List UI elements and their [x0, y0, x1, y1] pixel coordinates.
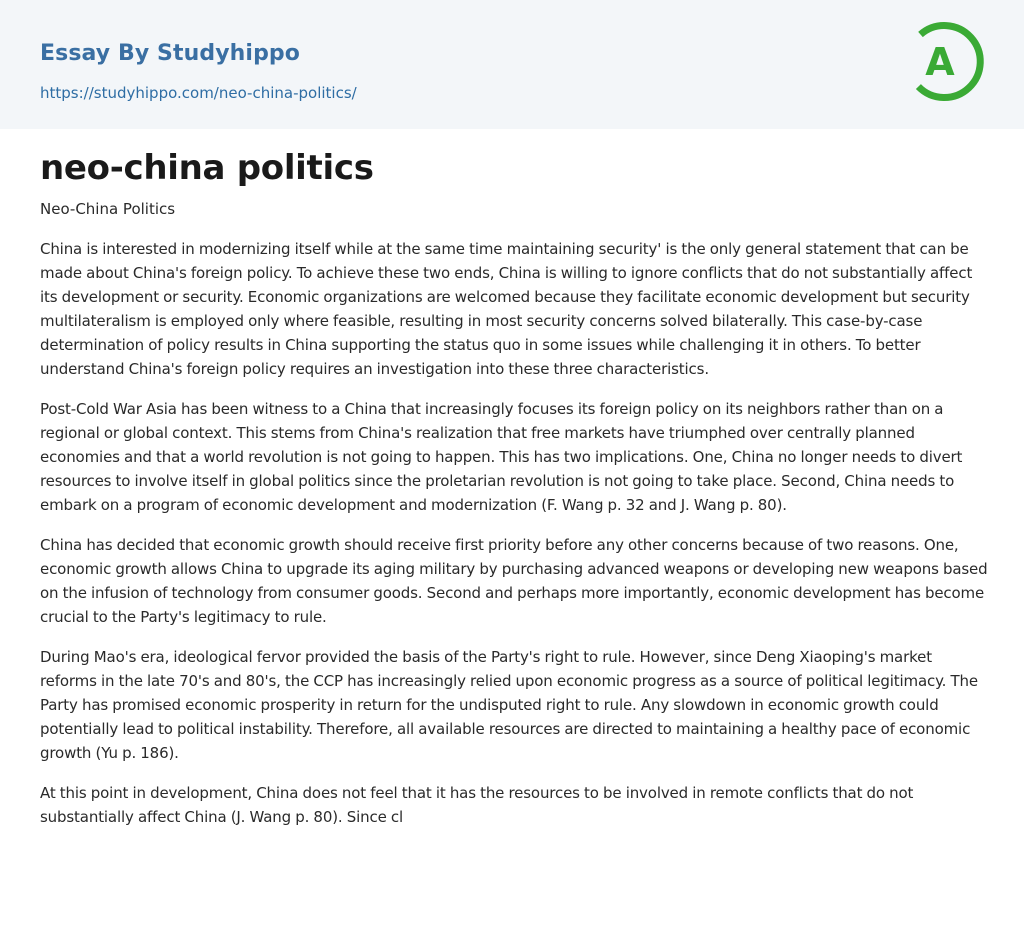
- paragraph: During Mao's era, ideological fervor provided the basis of the Party's right to rule. However, since Deng Xiaoping's market reforms in the late 70's and 80's, the CCP has increasingly relied upon economic progress as a source of political legitimacy. The Party has promised economic prosperity in return for the undisputed right to rule. Any slowdown in economic growth could potentially lead to political instability. Therefore, all available resources are directed to maintaining a healthy pace of economic growth (Yu p. 186).: [40, 648, 978, 762]
- brand-title: Essay By Studyhippo: [40, 41, 300, 66]
- essay-url-link[interactable]: https://studyhippo.com/neo-china-politics/: [40, 84, 357, 102]
- article-title: neo-china politics: [40, 148, 374, 188]
- site-header: [0, 0, 1024, 129]
- paragraph: China is interested in modernizing itself while at the same time maintaining security' is the only general statement that can be made about China's foreign policy. To achieve these two ends, China is willing to ignore conflicts that do not substantially affect its development or security. Economic organizations are welcomed because they facilitate economic development but security multilateralism is employed only where feasible, resulting in most security concerns solved bilaterally. This case-by-case determination of policy results in China supporting the status quo in some issues while challenging it in others. To better understand China's foreign policy requires an investigation into these three characteristics.: [40, 240, 973, 378]
- paragraph: Post-Cold War Asia has been witness to a China that increasingly focuses its foreign policy on its neighbors rather than on a regional or global context. This stems from China's realization that free markets have triumphed over centrally planned economies and that a world revolution is not going to happen. This has two implications. One, China no longer needs to divert resources to involve itself in global politics since the proletarian revolution is not going to take place. Second, China needs to embark on a program of economic development and modernization (F. Wang p. 32 and J. Wang p. 80).: [40, 400, 963, 514]
- paragraph: China has decided that economic growth should receive first priority before any other concerns because of two reasons. One, economic growth allows China to upgrade its aging military by purchasing advanced weapons or developing new weapons based on the infusion of technology from consumer goods. Second and perhaps more importantly, economic development has become crucial to the Party's legitimacy to rule.: [40, 536, 988, 626]
- paragraph: At this point in development, China does not feel that it has the resources to be involved in remote conflicts that do not substantially affect China (J. Wang p. 80). Since cl: [40, 784, 914, 826]
- article: [40, 146, 988, 829]
- article-subtitle: Neo-China Politics: [40, 200, 176, 218]
- studyhippo-logo-icon[interactable]: [908, 19, 988, 105]
- logo-letter: A: [925, 40, 955, 84]
